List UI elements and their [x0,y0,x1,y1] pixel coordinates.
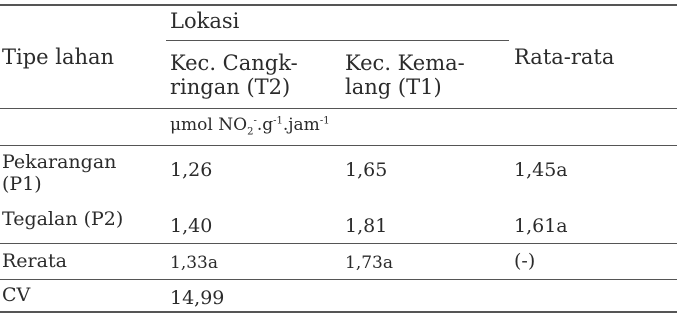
header-lokasi: Lokasi [170,9,240,33]
row-cv-value: 14,99 [170,287,225,309]
row-pekarangan-mean: 1,45a [514,159,568,181]
row-tegalan-t1: 1,81 [345,215,388,237]
row-tegalan-t2: 1,40 [170,215,213,237]
rows-rule [0,243,677,244]
header-rata-rata: Rata-rata [514,45,615,69]
header-kemalang-line1: Kec. Kema- [345,51,465,75]
header-cangkringan-line2: ringan (T2) [170,75,291,99]
header-rule [0,108,677,109]
row-tegalan-mean: 1,61a [514,215,568,237]
row-pekarangan-label-line1: Pekarangan [2,151,117,173]
row-pekarangan-label-line2: (P1) [2,173,42,195]
rerata-rule [0,279,677,280]
unit-rule [0,145,677,146]
row-cv-label: CV [2,284,31,306]
group-rule [166,40,509,41]
unit-label: μmol $NO_2^-.g^{-1}.jam^{-1}$ [170,115,330,138]
header-cangkringan-line1: Kec. Cangk- [170,51,298,75]
row-rerata-t1: 1,73a [345,253,393,273]
bottom-rule [0,311,677,313]
row-pekarangan-t1: 1,65 [345,159,388,181]
row-rerata-label: Rerata [2,250,67,272]
row-rerata-t2: 1,33a [170,253,218,273]
top-rule [0,4,677,6]
header-kemalang-line2: lang (T1) [345,75,442,99]
row-rerata-mean: (-) [514,250,536,272]
row-pekarangan-t2: 1,26 [170,159,213,181]
row-tegalan-label: Tegalan (P2) [2,208,124,230]
header-tipe-lahan: Tipe lahan [2,45,115,69]
